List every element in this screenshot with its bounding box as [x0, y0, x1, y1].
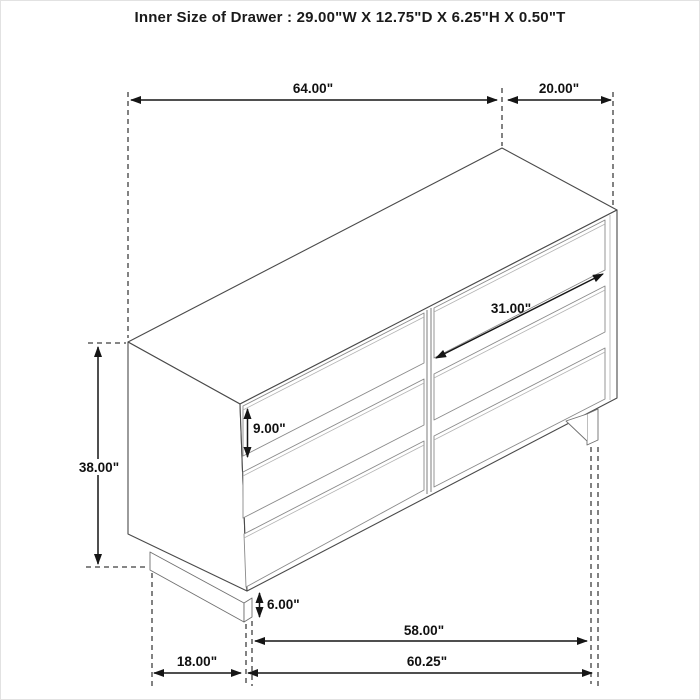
dimension-overall-height	[75, 347, 123, 564]
dimension-base-height	[260, 593, 300, 617]
dimension-overall-depth	[508, 81, 611, 100]
dimension-overall-width	[131, 81, 497, 100]
dimension-base-width	[248, 654, 592, 673]
dresser-illustration	[128, 148, 617, 622]
base-width-label: 60.25"	[406, 654, 448, 669]
base-height-label: 6.00"	[267, 597, 300, 612]
dimension-leg-span	[255, 623, 587, 641]
overall-width-label: 64.00"	[292, 81, 334, 96]
front-right-leg	[587, 409, 598, 445]
overall-height-label: 38.00"	[78, 460, 120, 475]
dimension-base-depth	[154, 654, 241, 673]
drawer-height-label: 9.00"	[253, 421, 286, 436]
overall-depth-label: 20.00"	[538, 81, 580, 96]
leg-span-label: 58.00"	[403, 623, 445, 638]
page-title: Inner Size of Drawer : 29.00"W X 12.75"D X 6.25"H X 0.50"T	[134, 9, 566, 26]
base-depth-label: 18.00"	[176, 654, 218, 669]
drawer-width-label: 31.00"	[490, 301, 532, 316]
front-left-leg	[244, 598, 252, 622]
